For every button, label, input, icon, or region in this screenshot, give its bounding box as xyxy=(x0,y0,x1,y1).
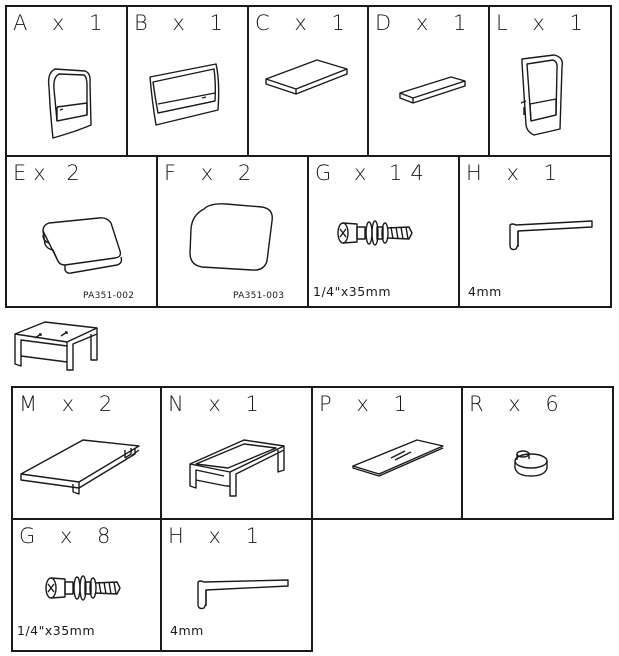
part-spec: 1/4"x35mm xyxy=(313,284,392,299)
rail-panel-icon xyxy=(13,388,160,518)
part-label: A x 1 xyxy=(13,11,112,35)
part-cell-g xyxy=(309,157,458,306)
foot-cap-icon xyxy=(463,388,612,518)
ottoman-frame-icon xyxy=(5,314,105,374)
part-cell-r xyxy=(463,388,612,518)
open-frame-icon xyxy=(162,388,311,518)
narrow-board-icon xyxy=(369,7,488,155)
part-label: G x 14 xyxy=(315,161,432,185)
part-cell-m xyxy=(13,388,160,518)
part-cell-h-small xyxy=(162,520,311,650)
part-label: C x 1 xyxy=(255,11,354,35)
part-cell-l xyxy=(490,7,610,155)
glass-sheet-icon xyxy=(313,388,461,518)
part-label: Ex 2 xyxy=(13,161,87,185)
part-spec: 4mm xyxy=(468,284,502,299)
part-label: H x 1 xyxy=(168,524,268,548)
back-cushion-icon xyxy=(158,157,307,306)
part-label: L x 1 xyxy=(496,11,592,35)
part-code: PA351-003 xyxy=(233,291,285,301)
part-label: B x 1 xyxy=(134,11,232,35)
part-cell-e xyxy=(7,157,156,306)
part-cell-a xyxy=(7,7,126,155)
part-cell-p xyxy=(313,388,461,518)
part-label: H x 1 xyxy=(466,161,566,185)
part-label: F x 2 xyxy=(164,161,261,185)
part-label: P x 1 xyxy=(319,392,416,416)
part-cell-h xyxy=(460,157,610,306)
part-spec: 4mm xyxy=(170,623,204,638)
part-code: PA351-002 xyxy=(83,291,135,301)
part-label: N x 1 xyxy=(168,392,268,416)
seat-cushion-icon xyxy=(7,157,156,306)
part-cell-n xyxy=(162,388,311,518)
side-panel-icon xyxy=(490,7,610,155)
part-cell-b xyxy=(128,7,247,155)
part-label: D x 1 xyxy=(375,11,476,35)
part-spec: 1/4"x35mm xyxy=(17,623,96,638)
part-cell-c xyxy=(249,7,367,155)
part-cell-d xyxy=(369,7,488,155)
part-cell-f xyxy=(158,157,307,306)
flat-board-icon xyxy=(249,7,367,155)
part-label: M x 2 xyxy=(19,392,122,416)
part-label: G x 8 xyxy=(19,524,120,548)
backrest-panel-icon xyxy=(128,7,247,155)
chair-back-panel-icon xyxy=(7,7,126,155)
part-label: R x 6 xyxy=(469,392,568,416)
part-cell-g-small xyxy=(13,520,160,650)
